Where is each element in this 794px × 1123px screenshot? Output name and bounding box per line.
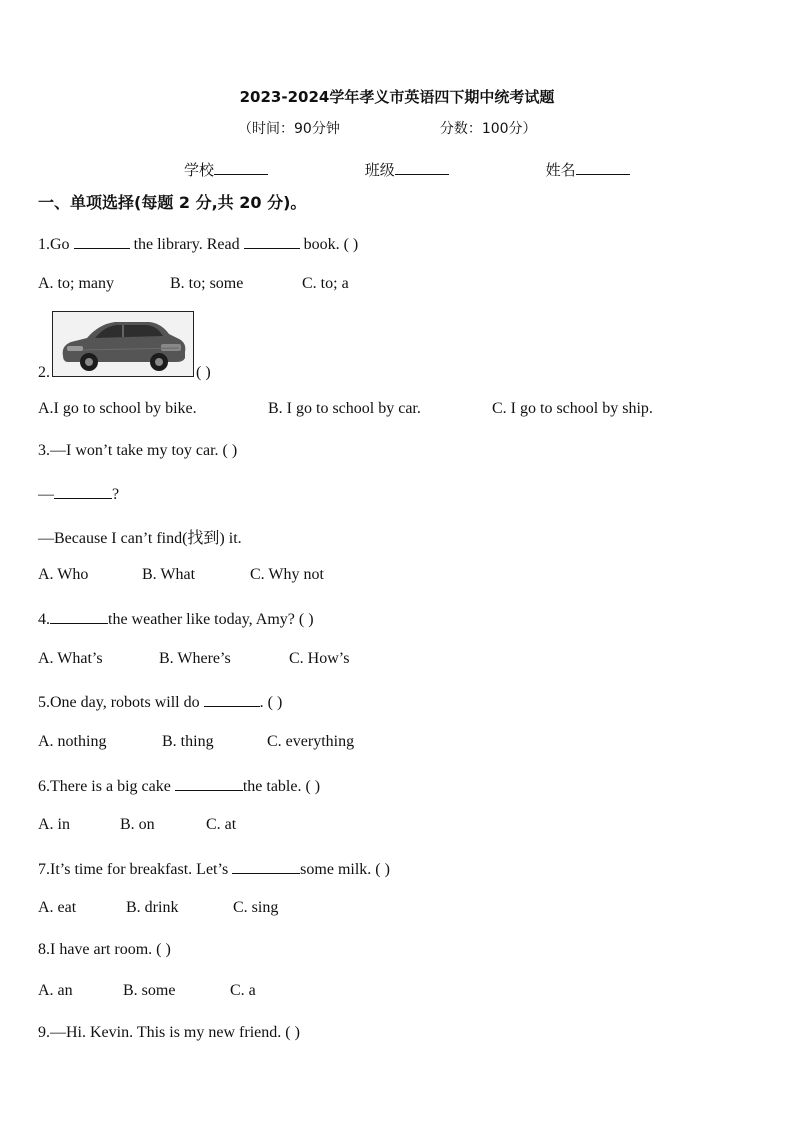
question-7: 7.It’s time for breakfast. Let’s some milk. ( ) — [38, 858, 390, 879]
question-1: 1.Go the library. Read book. ( ) — [38, 233, 358, 254]
question-4-options — [38, 650, 349, 668]
school-blank[interactable] — [214, 160, 268, 175]
school-field: 学校 — [184, 159, 268, 180]
question-5-options — [38, 733, 354, 751]
answer-blank[interactable] — [74, 233, 130, 249]
answer-blank[interactable] — [204, 691, 260, 707]
answer-blank[interactable] — [232, 858, 300, 874]
option-a[interactable]: A. What’s — [38, 650, 103, 667]
exam-title: 2023-2024学年孝义市英语四下期中统考试题 — [239, 88, 555, 106]
question-8-options — [38, 982, 256, 1000]
option-a[interactable]: A. an — [38, 982, 73, 999]
question-3-line-3: —Because I can’t find(找到) it. — [38, 530, 242, 547]
answer-blank[interactable] — [244, 233, 300, 249]
question-7-options — [38, 899, 278, 917]
student-info — [184, 159, 630, 180]
answer-blank[interactable] — [175, 775, 243, 791]
question-6-options — [38, 816, 236, 834]
question-3: 3.—I won’t take my toy car. ( ) — [38, 442, 238, 459]
option-b[interactable]: B. drink — [126, 899, 179, 916]
question-3-line-2: — ? — [38, 483, 119, 504]
question-5: 5.One day, robots will do . ( ) — [38, 691, 282, 712]
option-c[interactable]: C. Why not — [250, 566, 324, 583]
option-a[interactable]: A. to; many — [38, 275, 114, 292]
option-b[interactable]: B. Where’s — [159, 650, 231, 667]
name-blank[interactable] — [576, 160, 630, 175]
option-b[interactable]: B. What — [142, 566, 196, 583]
option-c[interactable]: C. to; a — [302, 275, 349, 292]
question-9: 9.—Hi. Kevin. This is my new friend. ( ) — [38, 1024, 300, 1041]
class-blank[interactable] — [395, 160, 449, 175]
option-b[interactable]: B. to; some — [170, 275, 244, 292]
option-c[interactable]: C. I go to school by ship. — [492, 400, 653, 417]
option-c[interactable]: C. everything — [267, 733, 355, 750]
question-4: 4. the weather like today, Amy? ( ) — [38, 608, 314, 629]
question-1-options — [38, 275, 349, 293]
time-limit: （时间：90分钟 — [238, 121, 340, 137]
class-field: 班级 — [365, 159, 449, 180]
question-2-options — [38, 400, 653, 418]
question-3-options — [38, 566, 324, 584]
option-c[interactable]: C. How’s — [289, 650, 350, 667]
option-a[interactable]: A. nothing — [38, 733, 107, 750]
question-6: 6.There is a big cake the table. ( ) — [38, 775, 320, 796]
option-a[interactable]: A. in — [38, 816, 70, 833]
question-8: 8.I have art room. ( ) — [38, 941, 171, 958]
option-c[interactable]: C. at — [206, 816, 237, 833]
exam-subtitle — [238, 118, 537, 138]
option-c[interactable]: C. sing — [233, 899, 279, 916]
question-2: 2. ( ) — [38, 364, 211, 381]
option-b[interactable]: B. I go to school by car. — [268, 400, 421, 417]
total-score: 分数：100分） — [439, 121, 537, 137]
option-b[interactable]: B. thing — [162, 733, 214, 750]
option-a[interactable]: A. Who — [38, 566, 89, 583]
section-heading: 一、单项选择(每题 2 分,共 20 分)。 — [38, 193, 307, 212]
option-a[interactable]: A.I go to school by bike. — [38, 400, 197, 417]
option-b[interactable]: B. some — [123, 982, 176, 999]
answer-blank[interactable] — [54, 483, 112, 499]
option-b[interactable]: B. on — [120, 816, 155, 833]
answer-blank[interactable] — [50, 608, 108, 624]
name-field: 姓名 — [546, 159, 630, 180]
option-c[interactable]: C. a — [230, 982, 256, 999]
option-a[interactable]: A. eat — [38, 899, 77, 916]
